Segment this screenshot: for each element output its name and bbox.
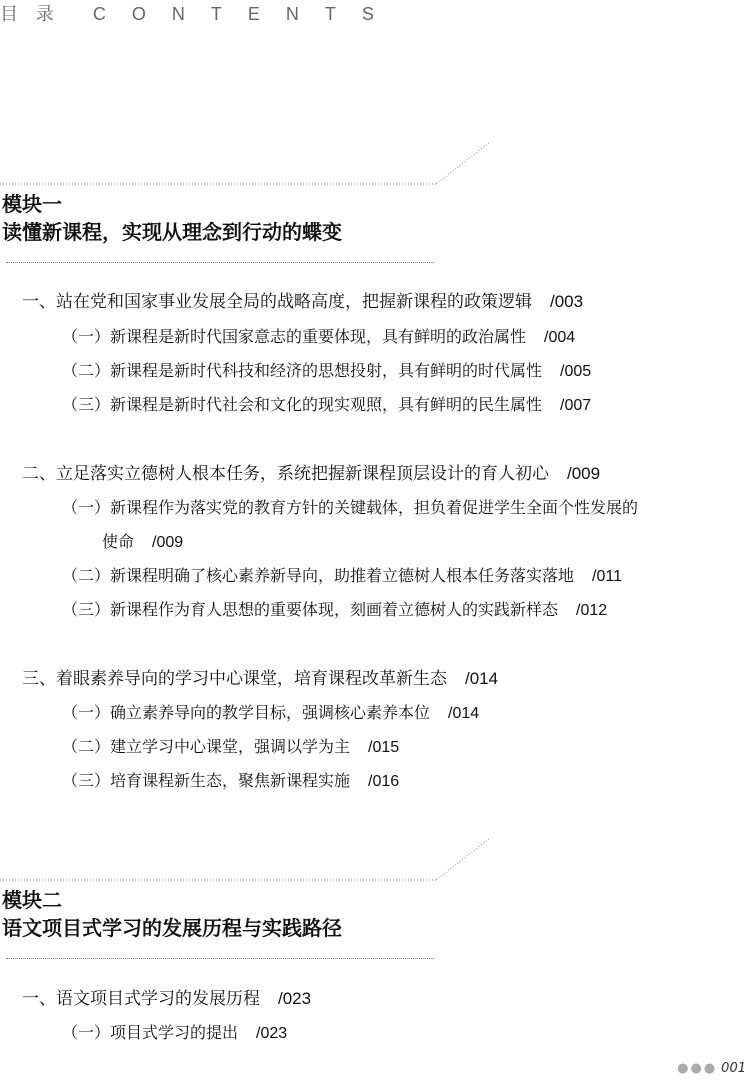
toc-subentry[interactable]	[62, 393, 591, 418]
module-2-title: 语文项目式学习的发展历程与实践路径	[2, 916, 342, 940]
module-1-label: 模块一	[2, 192, 62, 216]
page-header	[0, 0, 400, 25]
subentry-page: /016	[368, 773, 400, 790]
toc-entry[interactable]	[22, 290, 583, 314]
entry-title: 二、立足落实立德树人根本任务，系统把握新课程顶层设计的育人初心	[22, 464, 549, 484]
footer-dots-decoration: ●●●	[677, 1061, 718, 1076]
toc-subentry[interactable]	[62, 701, 479, 726]
toc-subentry[interactable]	[62, 496, 638, 520]
subentry-title: （二）新课程明确了核心素养新导向，助推着立德树人根本任务落实落地	[62, 566, 575, 585]
entry-page: /014	[465, 669, 499, 688]
toc-entry[interactable]	[22, 667, 498, 691]
subentry-title: （一）新课程是新时代国家意志的重要体现，具有鲜明的政治属性	[62, 327, 527, 346]
entry-page: /023	[278, 989, 312, 1008]
toc-entry[interactable]	[22, 462, 600, 486]
subentry-page: /015	[368, 739, 400, 756]
toc-subentry[interactable]	[62, 564, 622, 589]
contents-title-en: CONTENTS	[92, 4, 400, 24]
subentry-title: （一）新课程作为落实党的教育方针的关键载体，担负着促进学生全面个性发展的	[62, 498, 639, 517]
toc-entry[interactable]	[22, 987, 311, 1011]
subentry-title: （三）培育课程新生态，聚焦新课程实施	[62, 771, 351, 790]
module-2-label: 模块二	[2, 888, 62, 912]
module-1-divider	[6, 262, 434, 263]
module-2-divider	[6, 958, 434, 959]
toc-subentry[interactable]	[62, 359, 591, 384]
subentry-title-cont: 使命	[102, 532, 135, 551]
toc-subentry-continuation[interactable]	[102, 530, 183, 555]
subentry-title: （一）确立素养导向的教学目标，强调核心素养本位	[62, 703, 431, 722]
entry-title: 一、站在党和国家事业发展全局的战略高度，把握新课程的政策逻辑	[22, 292, 532, 312]
subentry-title: （三）新课程作为育人思想的重要体现，刻画着立德树人的实践新样态	[62, 600, 559, 619]
subentry-page: /005	[560, 363, 592, 380]
subentry-page: /007	[560, 397, 592, 414]
subentry-page: /011	[592, 568, 622, 585]
toc-subentry[interactable]	[62, 769, 399, 794]
contents-title-cn: 目 录	[0, 4, 60, 25]
toc-subentry[interactable]	[62, 325, 575, 350]
subentry-page: /009	[152, 534, 184, 551]
subentry-page: /023	[256, 1025, 288, 1042]
subentry-title: （三）新课程是新时代社会和文化的现实观照，具有鲜明的民生属性	[62, 395, 543, 414]
toc-subentry[interactable]	[62, 1021, 287, 1046]
entry-page: /009	[567, 464, 601, 483]
subentry-title: （二）建立学习中心课堂，强调以学为主	[62, 737, 351, 756]
subentry-title: （一）项目式学习的提出	[62, 1023, 239, 1042]
entry-title: 一、语文项目式学习的发展历程	[22, 989, 260, 1009]
subentry-title: （二）新课程是新时代科技和经济的思想投射，具有鲜明的时代属性	[62, 361, 543, 380]
page-footer	[677, 1061, 746, 1076]
toc-subentry[interactable]	[62, 598, 607, 623]
module-2-decoration	[0, 836, 492, 884]
module-1-title: 读懂新课程，实现从理念到行动的蝶变	[2, 220, 342, 244]
module-1-decoration	[0, 140, 492, 188]
entry-title: 三、着眼素养导向的学习中心课堂，培育课程改革新生态	[22, 669, 447, 689]
subentry-page: /014	[448, 705, 480, 722]
subentry-page: /004	[544, 329, 576, 346]
subentry-page: /012	[576, 602, 608, 619]
toc-subentry[interactable]	[62, 735, 399, 760]
entry-page: /003	[550, 292, 584, 311]
page-number: 001	[721, 1061, 746, 1076]
